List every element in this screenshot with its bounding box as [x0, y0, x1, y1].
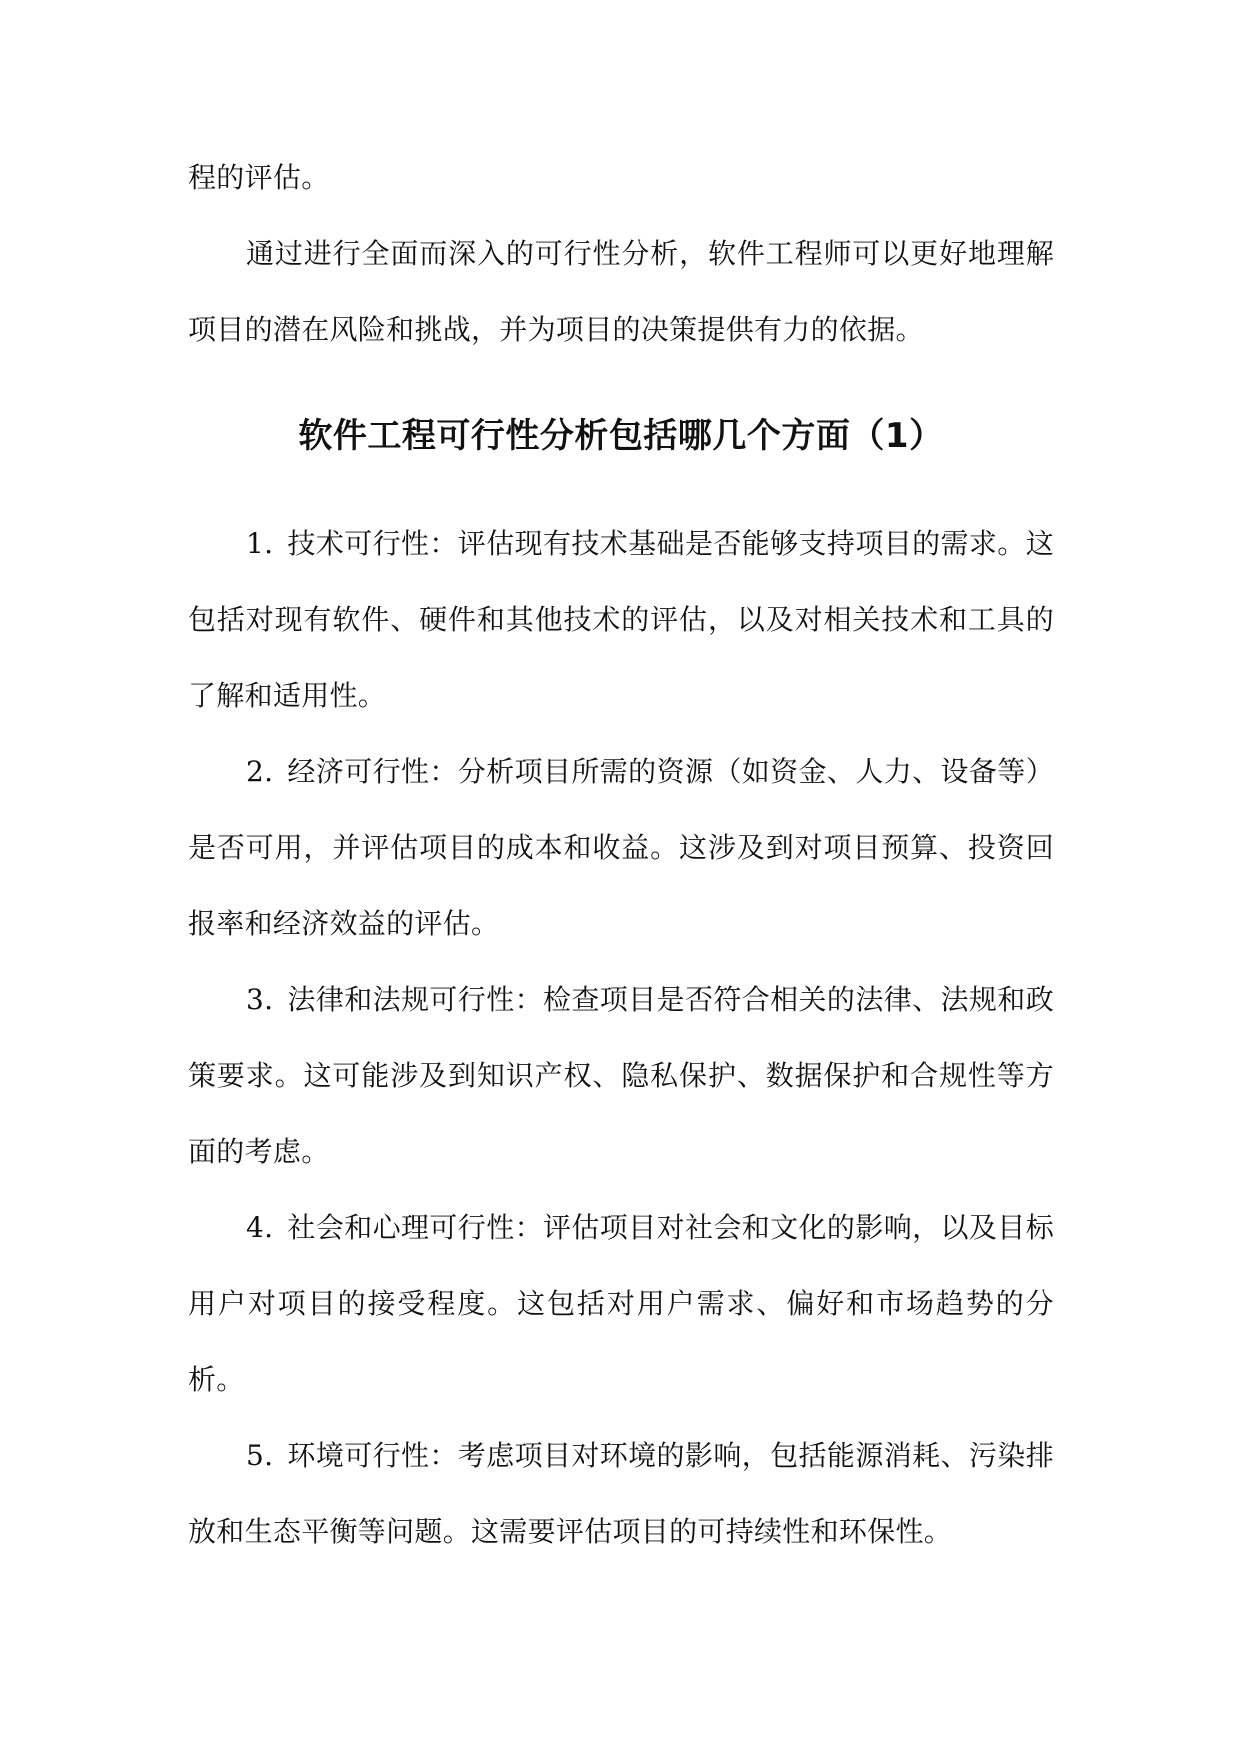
- item-text: 法律和法规可行性：检查项目是否符合相关的法律、法规和政策要求。这可能涉及到知识产权、隐私保护、数据保护和合规性等方面的考虑。: [188, 983, 1054, 1168]
- list-item-legal: [188, 962, 1054, 1190]
- list-item-technical: [188, 506, 1054, 734]
- item-text: 经济可行性：分析项目所需的资源（如资金、人力、设备等）是否可用，并评估项目的成本和收益。这涉及到对项目预算、投资回报率和经济效益的评估。: [188, 755, 1054, 940]
- document-body: [188, 140, 1054, 1570]
- item-number: 1.: [246, 527, 274, 560]
- item-number: 2.: [246, 755, 274, 788]
- list-item-environmental: [188, 1418, 1054, 1570]
- section-heading: 软件工程可行性分析包括哪几个方面（1）: [298, 416, 944, 456]
- item-text: 技术可行性：评估现有技术基础是否能够支持项目的需求。这包括对现有软件、硬件和其他技术的评估，以及对相关技术和工具的了解和适用性。: [188, 527, 1054, 712]
- item-number: 4.: [246, 1211, 274, 1244]
- continued-paragraph: 程的评估。: [188, 161, 330, 194]
- list-item-social: [188, 1190, 1054, 1418]
- item-text: 社会和心理可行性：评估项目对社会和文化的影响，以及目标用户对项目的接受程度。这包括对用户需求、偏好和市场趋势的分析。: [188, 1211, 1054, 1396]
- list-item-economic: [188, 734, 1054, 962]
- item-number: 5.: [246, 1439, 274, 1472]
- item-number: 3.: [246, 983, 274, 1016]
- summary-paragraph: 通过进行全面而深入的可行性分析，软件工程师可以更好地理解项目的潜在风险和挑战，并为项目的决策提供有力的依据。: [188, 237, 1054, 346]
- item-text: 环境可行性：考虑项目对环境的影响，包括能源消耗、污染排放和生态平衡等问题。这需要评估项目的可持续性和环保性。: [188, 1439, 1054, 1548]
